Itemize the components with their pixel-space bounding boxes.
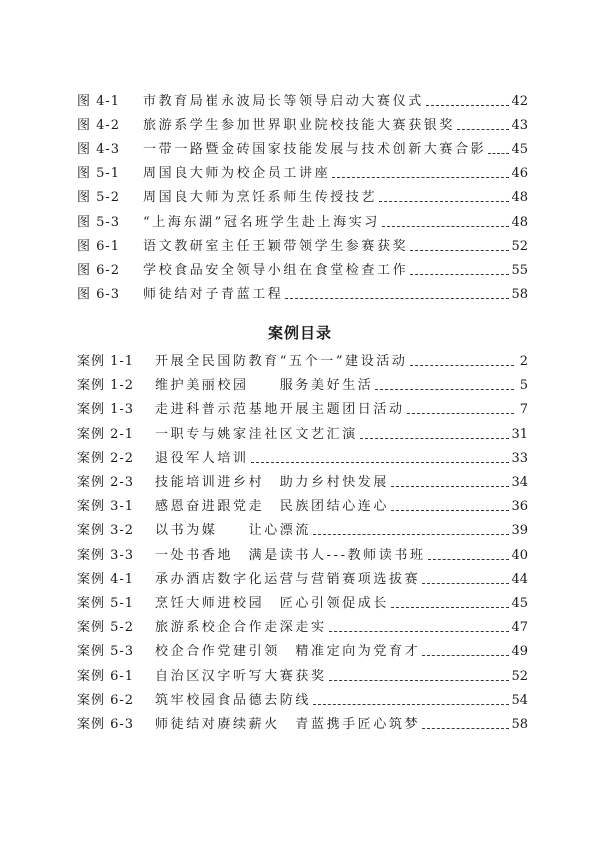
figure-entry-label: 图 5-1 [77,166,121,181]
case-entry-page-number: 44 [511,572,528,587]
case-entry-page-number: 45 [511,596,528,611]
case-entry-label: 案例 3-2 [77,523,135,538]
figure-entry [77,209,528,231]
case-entry [77,663,528,685]
case-entry-title: 一处书香地 满是读书人---教师读书班 [155,548,426,563]
figure-entry-label: 图 6-1 [77,239,121,254]
case-entry [77,421,528,443]
case-entry-title: 维护美丽校园 服务美好生活 [155,378,374,393]
figure-entry-title: 学校食品安全领导小组在食堂检查工作 [143,263,409,278]
figure-entry-title: 周国良大师为烹饪系师生传授技艺 [143,190,378,205]
dot-leader [382,225,510,227]
dot-leader [285,297,509,299]
figure-entry-title: 周国良大师为校企员工讲座 [143,166,331,181]
dot-leader [391,509,509,511]
case-entry-title: 以书为媒 让心漂流 [155,523,312,538]
case-entry-page-number: 7 [519,402,528,417]
case-entry-label: 案例 1-1 [77,354,135,369]
case-entry-label: 案例 6-2 [77,693,135,708]
case-entry-page-number: 47 [511,620,528,635]
figure-entry-label: 图 6-3 [77,287,121,302]
figure-entry [77,281,528,303]
figure-entry-page-number: 58 [511,287,528,302]
figure-entry-page-number: 55 [511,263,528,278]
case-entry-page-number: 54 [511,693,528,708]
case-entry-page-number: 58 [511,717,528,732]
dot-leader [313,533,509,535]
case-entry-label: 案例 3-3 [77,548,135,563]
figure-entry [77,112,528,134]
figure-entry-label: 图 4-2 [77,118,121,133]
dot-leader [410,249,509,251]
case-entry-title: 走进科普示范基地开展主题团日活动 [155,402,405,417]
case-entry [77,542,528,564]
case-entry [77,396,528,418]
figure-entry-page-number: 42 [511,94,528,109]
figure-entry [77,257,528,279]
dot-leader [428,558,510,560]
dot-leader [391,606,509,608]
case-entry [77,711,528,733]
figure-entry-title: 市教育局崔永波局长等领导启动大赛仪式 [143,94,424,109]
case-entry-title: 一职专与姚家洼社区文艺汇演 [155,427,358,442]
figure-entry [77,184,528,206]
case-entry [77,566,528,588]
case-entry-title: 筑牢校园食品德去防线 [155,693,312,708]
figure-entry [77,160,528,182]
case-entry-label: 案例 1-2 [77,378,135,393]
dot-leader [375,388,514,390]
case-entry-title: 自治区汉字听写大赛获奖 [155,669,327,684]
case-entry-page-number: 39 [511,523,528,538]
case-entry [77,372,528,394]
figure-entry-page-number: 52 [511,239,528,254]
dot-leader [251,461,510,463]
case-entry-label: 案例 4-1 [77,572,135,587]
dot-leader [426,104,510,106]
case-entry [77,348,528,370]
case-entry-label: 案例 5-3 [77,644,135,659]
case-entry-label: 案例 3-1 [77,499,135,514]
case-entry-title: 技能培训进乡村 助力乡村快发展 [155,475,390,490]
figure-entry-label: 图 5-3 [77,215,121,230]
figure-entry-page-number: 45 [511,142,528,157]
case-entry [77,469,528,491]
case-entry-title: 师徒结对赓续薪火 青蓝携手匠心筑梦 [155,717,421,732]
figure-entry-label: 图 4-3 [77,142,121,157]
figure-entry-page-number: 46 [511,166,528,181]
case-entry-title: 校企合作党建引领 精准定向为党育才 [155,644,421,659]
case-entry [77,445,528,467]
figure-entry-title: “上海东湖”冠名班学生赴上海实习 [143,215,380,230]
case-entry-label: 案例 2-1 [77,427,135,442]
case-entry [77,638,528,660]
case-entry-page-number: 36 [511,499,528,514]
figure-entry-label: 图 4-1 [77,94,121,109]
case-entry-page-number: 40 [511,548,528,563]
figure-entry-label: 图 6-2 [77,263,121,278]
dot-leader [488,152,509,154]
figure-entry-page-number: 48 [511,190,528,205]
dot-leader [422,727,509,729]
dot-leader [391,485,509,487]
case-entry-label: 案例 5-2 [77,620,135,635]
figure-entry-title: 师徒结对子青蓝工程 [143,287,284,302]
case-entry-page-number: 33 [511,451,528,466]
case-entry-page-number: 5 [519,378,528,393]
case-entry-page-number: 52 [511,669,528,684]
dot-leader [360,437,510,439]
figure-entry-page-number: 43 [511,118,528,133]
case-entry-page-number: 34 [511,475,528,490]
figure-entry [77,136,528,158]
dot-leader [332,176,509,178]
figure-entry-title: 一带一路暨金砖国家技能发展与技术创新大赛合影 [143,142,487,157]
case-entry-label: 案例 2-3 [77,475,135,490]
case-entry-title: 烹饪大师进校园 匠心引领促成长 [155,596,390,611]
case-entry-page-number: 31 [511,427,528,442]
case-entry [77,517,528,539]
case-entry-title: 开展全民国防教育“五个一”建设活动 [155,354,408,369]
case-entry-label: 案例 6-1 [77,669,135,684]
case-entry-title: 承办酒店数字化运营与营销赛项选拔赛 [155,572,421,587]
case-entry-title: 感恩奋进跟党走 民族团结心连心 [155,499,390,514]
case-entry [77,493,528,515]
dot-leader [422,582,509,584]
dot-leader [329,679,510,681]
case-entry [77,590,528,612]
case-list-heading: 案例目录 [267,324,332,342]
case-entry [77,614,528,636]
figure-entry-title: 语文教研室主任王颖带领学生参赛获奖 [143,239,409,254]
case-entry [77,687,528,709]
dot-leader [457,128,509,130]
case-entry-page-number: 2 [519,354,528,369]
case-entry-page-number: 49 [511,644,528,659]
case-entry-title: 旅游系校企合作走深走实 [155,620,327,635]
case-entry-label: 案例 5-1 [77,596,135,611]
figure-entry-title: 旅游系学生参加世界职业院校技能大赛获银奖 [143,118,456,133]
figure-entry [77,88,528,110]
dot-leader [422,654,509,656]
case-entry-label: 案例 6-3 [77,717,135,732]
dot-leader [410,273,509,275]
case-entry-label: 案例 1-3 [77,402,135,417]
figure-entry-label: 图 5-2 [77,190,121,205]
dot-leader [379,200,509,202]
figure-entry [77,233,528,255]
figure-entry-page-number: 48 [511,215,528,230]
dot-leader [407,412,514,414]
case-entry-label: 案例 2-2 [77,451,135,466]
case-entry-title: 退役军人培训 [155,451,249,466]
dot-leader [410,364,515,366]
dot-leader [313,703,509,705]
dot-leader [329,630,510,632]
